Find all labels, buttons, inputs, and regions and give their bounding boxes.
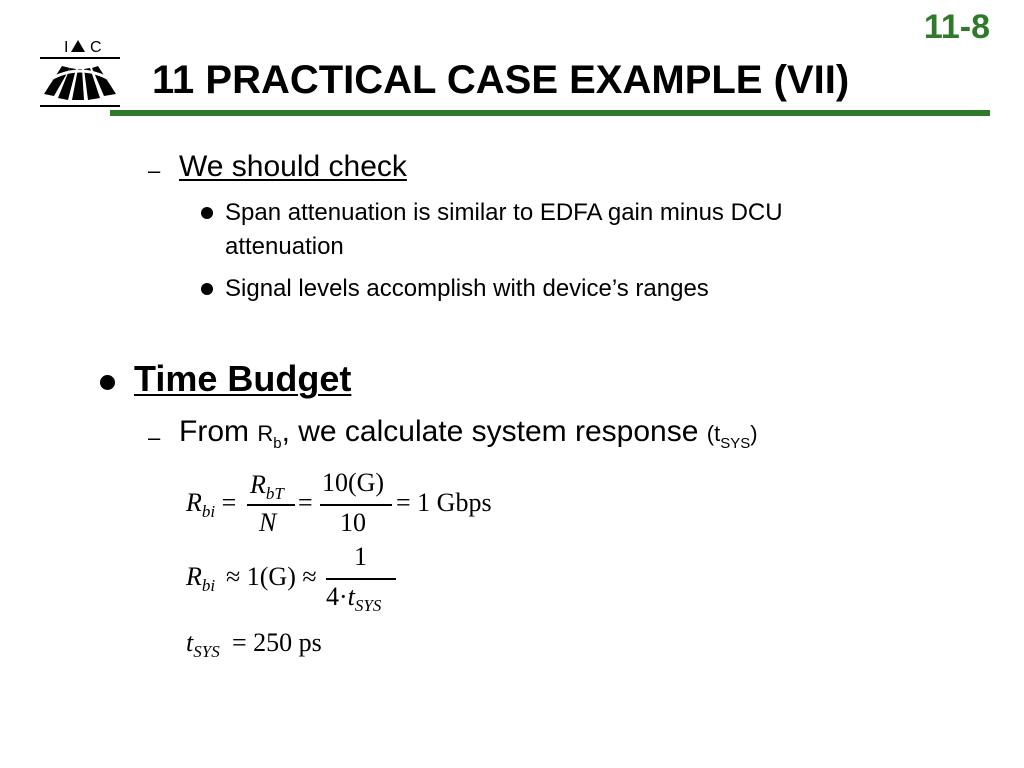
eq2-lhs: $R_{bi}$	[186, 562, 216, 595]
time-budget-heading: Time Budget	[134, 358, 352, 399]
svg-text:I: I	[64, 39, 69, 56]
eq2-frac-bar	[326, 578, 396, 580]
eq1-frac2-den: 10	[340, 508, 366, 537]
iac-logo	[34, 36, 124, 116]
bullet-dot	[201, 283, 213, 295]
check-heading: We should check	[179, 150, 407, 183]
line-prefix: From	[179, 415, 258, 448]
eq3-rhs: = 250 ps	[232, 628, 322, 657]
eq2-mid: ≈ 1(G) ≈	[226, 562, 317, 591]
line-middle: , we calculate system response	[281, 415, 707, 448]
rb-subscript: b	[273, 435, 282, 452]
time-budget-line	[179, 415, 758, 452]
check-item: Signal levels accomplish with device’s ranges	[225, 275, 709, 302]
dash-bullet: –	[148, 425, 161, 450]
bullet-dot	[201, 207, 213, 219]
slide-number: 11-8	[923, 8, 990, 46]
eq1-frac2-num: 10(G)	[322, 468, 385, 497]
rb-symbol: R	[257, 421, 274, 446]
eq1-frac1-num: $R_{bT}$	[250, 470, 284, 503]
eq3-lhs: $t_{SYS}$	[186, 628, 220, 661]
svg-text:C: C	[90, 39, 102, 56]
eq1-equals: =	[298, 488, 313, 517]
check-item: Span attenuation is similar to EDFA gain minus DCU attenuation	[225, 199, 783, 260]
eq1-rhs: = 1 Gbps	[396, 488, 492, 517]
eq1-frac1-den: N	[259, 508, 277, 537]
eq2-num: 1	[354, 542, 367, 571]
eq1-lhs: $R_{bi}$ =	[186, 488, 237, 521]
bullet-dot	[100, 375, 115, 390]
slide-title: 11 PRACTICAL CASE EXAMPLE (VII)	[152, 58, 850, 102]
tsys-open: (t	[706, 421, 721, 446]
tsys-close: )	[750, 421, 758, 446]
eq1-frac2-bar	[320, 504, 392, 506]
dash-bullet: –	[148, 158, 161, 183]
tsys-subscript: SYS	[720, 435, 751, 452]
title-divider	[110, 110, 990, 116]
eq2-den: $4\cdot t_{SYS}$	[326, 582, 382, 615]
eq1-frac1-bar	[247, 504, 295, 506]
